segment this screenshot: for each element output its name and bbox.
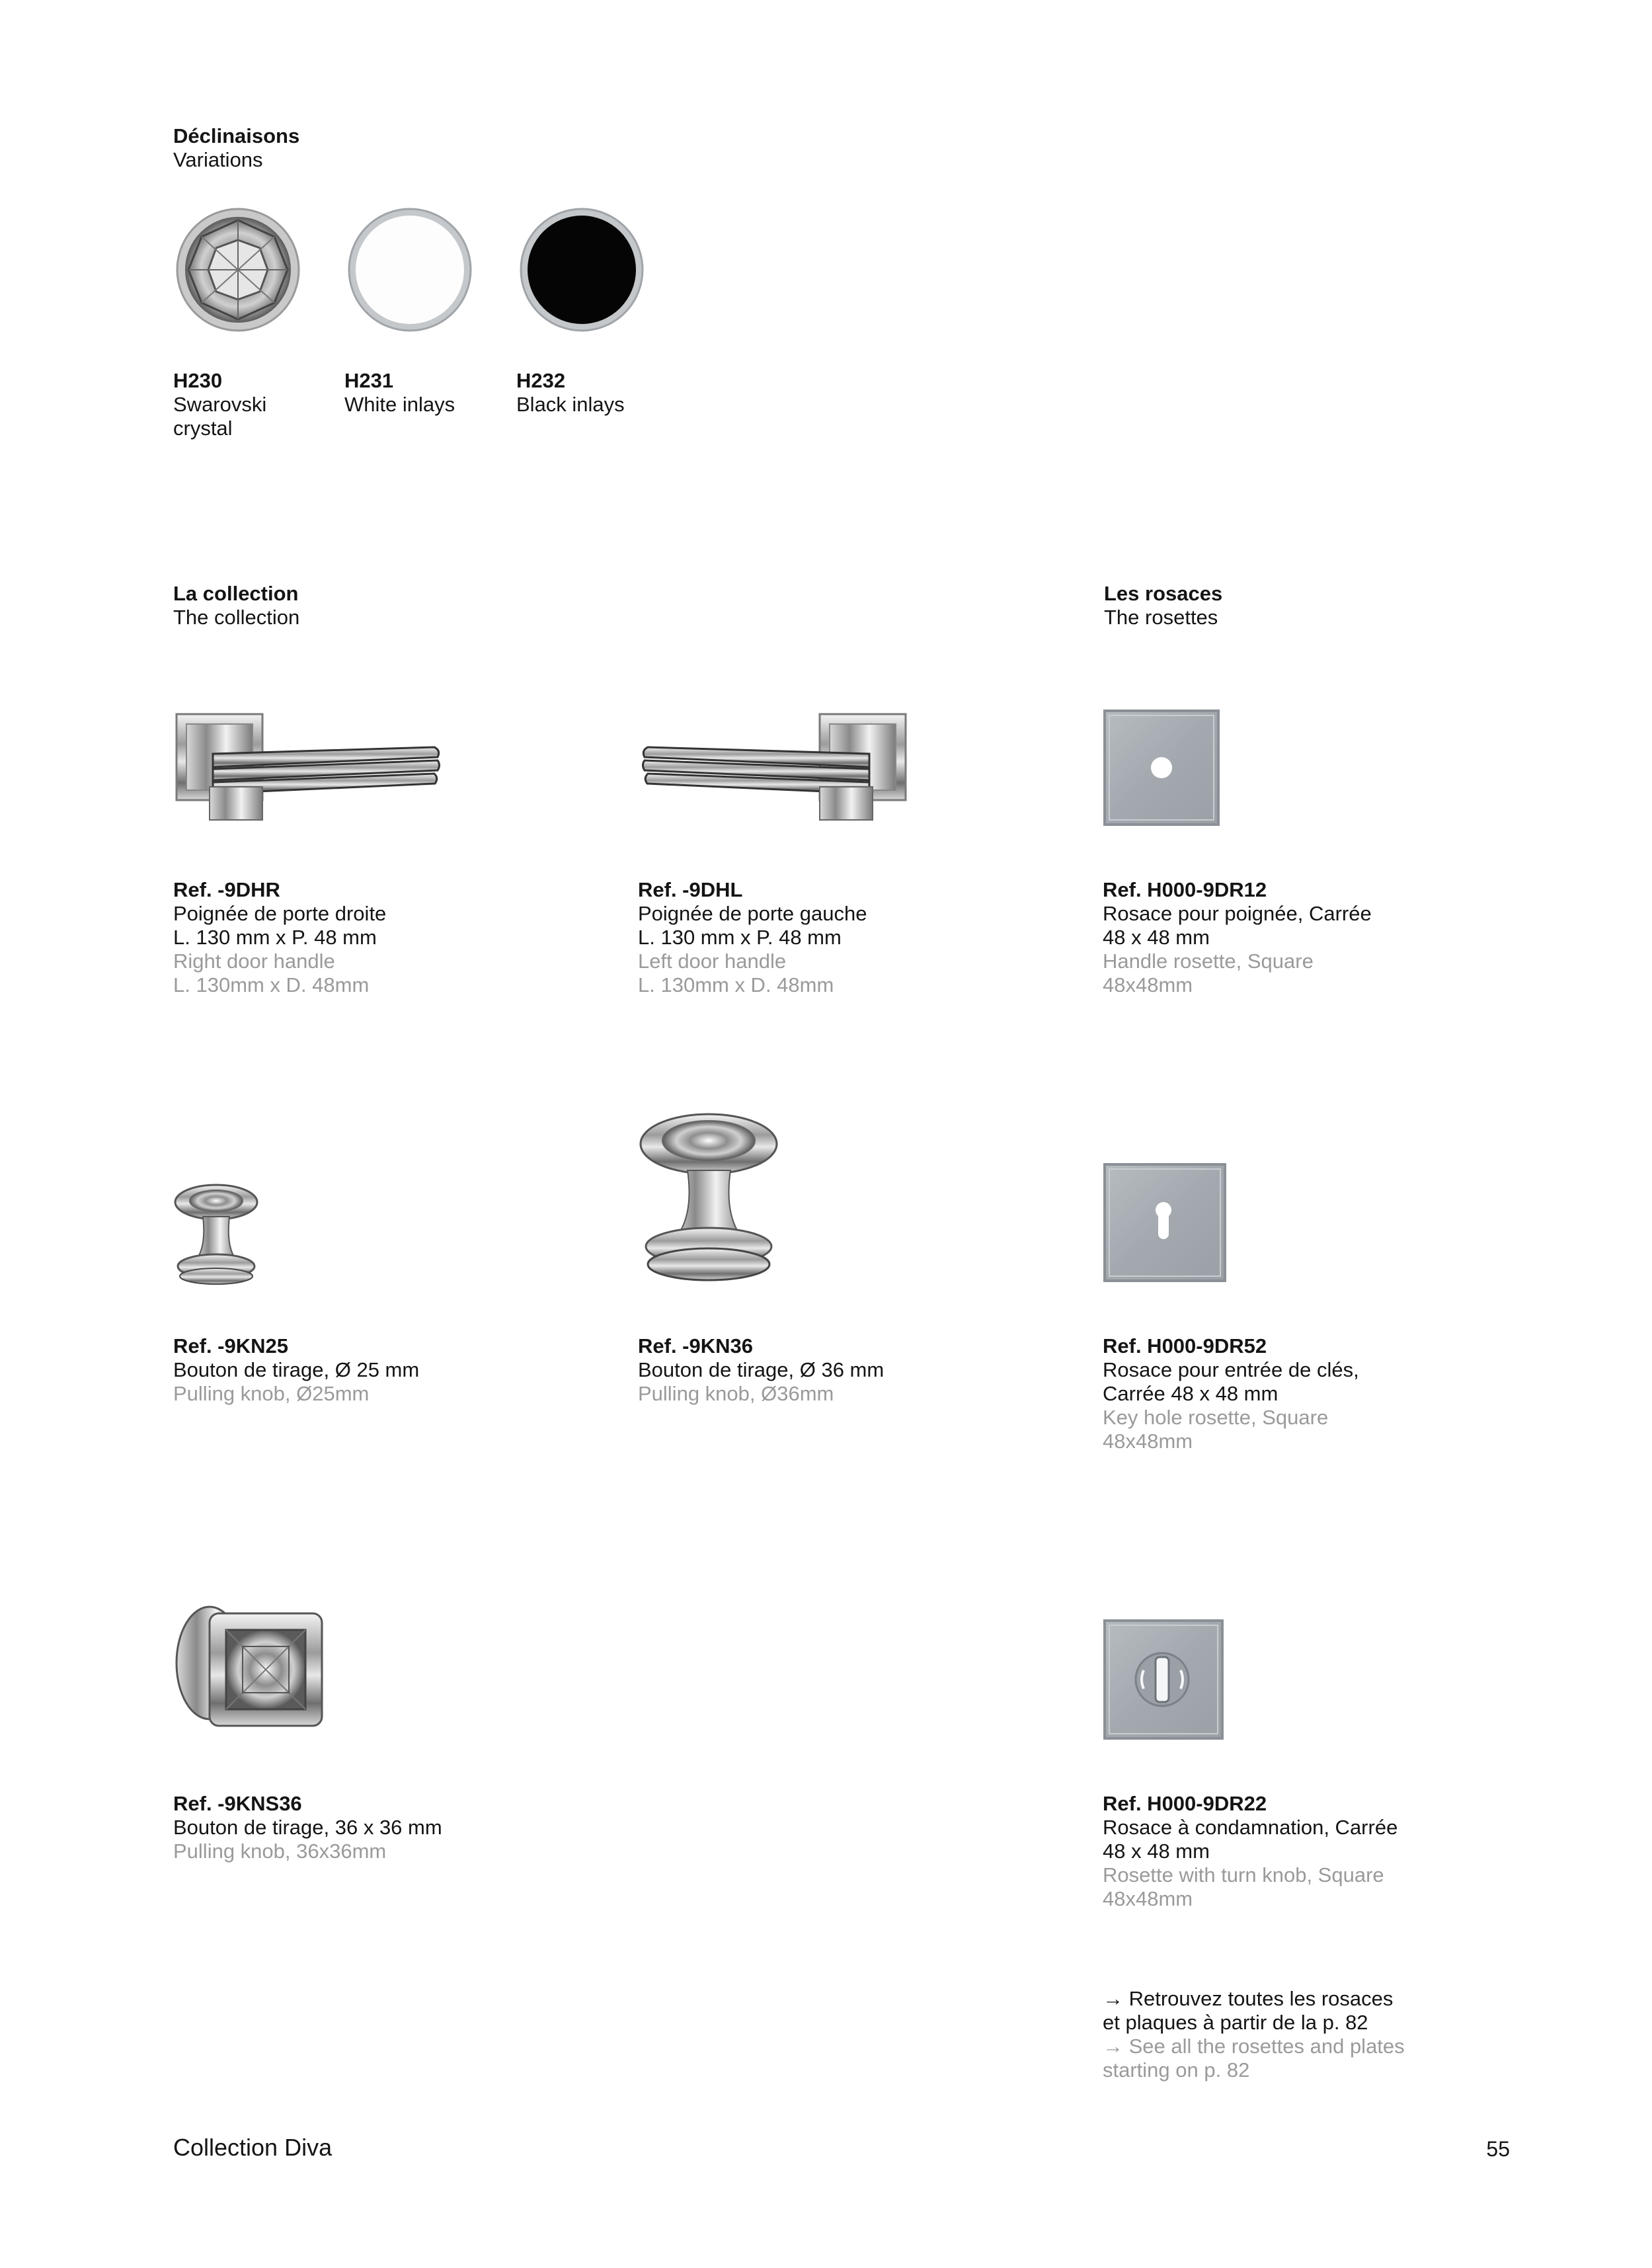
variation-code: H232 [516,369,566,392]
product-dim-fr: 48 x 48 mm [1103,1840,1210,1863]
footer-collection-name: Collection Diva [173,2134,333,2161]
collection-title-fr: La collection [173,582,299,605]
swatch-swarovski-crystal [175,207,301,333]
pulling-knob-25-image [173,1184,259,1286]
note-fr-line1: → Retrouvez toutes les rosaces [1103,1987,1394,2010]
variation-name: White inlays [344,393,455,416]
rosettes-reference-note [1103,1987,1526,2082]
product-9dhr [173,878,596,997]
product-desc-fr: Bouton de tirage, Ø 36 mm [638,1358,885,1381]
variation-h231 [344,369,503,417]
variation-name: Swarovski crystal [173,393,267,440]
product-desc-fr: Rosace à condamnation, Carrée [1103,1816,1398,1839]
product-dim-en: 48x48mm [1103,973,1193,996]
product-ref: Ref. H000-9DR52 [1103,1334,1267,1357]
key-hole-rosette-image [1103,1162,1227,1283]
product-dim-en: 48x48mm [1103,1887,1193,1910]
variation-code: H231 [344,369,394,392]
product-dim-en: 48x48mm [1103,1430,1193,1453]
product-dim-fr: 48 x 48 mm [1103,926,1210,949]
variations-title-fr: Déclinaisons [173,124,300,147]
product-dim-fr: L. 130 mm x P. 48 mm [638,926,842,949]
product-9kns36 [173,1792,596,1863]
product-desc-en: Pulling knob, Ø25mm [173,1382,370,1405]
product-desc-fr: Poignée de porte droite [173,902,387,925]
product-dim-fr: L. 130 mm x P. 48 mm [173,926,377,949]
product-desc-fr: Rosace pour poignée, Carrée [1103,902,1372,925]
rosettes-title-en: The rosettes [1104,606,1218,629]
product-ref: Ref. -9KNS36 [173,1792,302,1815]
product-ref: Ref. -9DHL [638,878,743,901]
product-desc-fr: Poignée de porte gauche [638,902,867,925]
swatch-black-inlays [519,207,645,333]
note-en-line1: → See all the rosettes and plates [1103,2035,1405,2058]
variation-name: Black inlays [516,393,625,416]
pulling-knob-36-image [638,1111,780,1286]
turn-knob-rosette-image [1103,1619,1224,1740]
product-9kn36 [638,1334,1061,1406]
product-desc-fr: Bouton de tirage, Ø 25 mm [173,1358,420,1381]
note-fr-line2: et plaques à partir de la p. 82 [1103,2011,1368,2034]
product-9kn25 [173,1334,596,1406]
variation-code: H230 [173,369,223,392]
product-dim-en: L. 130mm x D. 48mm [638,973,834,996]
product-ref: Ref. -9KN36 [638,1334,753,1357]
product-9dhl [638,878,1061,997]
handle-rosette-image [1103,709,1222,828]
product-desc-fr: Bouton de tirage, 36 x 36 mm [173,1816,442,1839]
product-dim-en: L. 130mm x D. 48mm [173,973,370,996]
swatch-white-inlays [347,207,473,333]
product-desc-en: Left door handle [638,950,787,973]
rosettes-title-fr: Les rosaces [1104,582,1223,605]
product-desc-en: Pulling knob, 36x36mm [173,1840,387,1863]
product-desc-en: Handle rosette, Square [1103,950,1314,973]
product-ref: Ref. -9KN25 [173,1334,288,1357]
product-dim-fr: Carrée 48 x 48 mm [1103,1382,1278,1405]
right-door-handle-image [173,711,444,830]
product-h000-9dr52 [1103,1334,1526,1453]
variation-h232 [516,369,675,417]
rosettes-heading [1104,582,1222,629]
collection-title-en: The collection [173,606,300,629]
note-en-line2: starting on p. 82 [1103,2058,1250,2082]
product-ref: Ref. H000-9DR12 [1103,878,1267,901]
variations-title-en: Variations [173,148,263,171]
product-desc-en: Rosette with turn knob, Square [1103,1863,1384,1886]
variations-heading [173,124,299,172]
product-ref: Ref. -9DHR [173,878,280,901]
left-door-handle-image [638,711,909,830]
square-pulling-knob-image [173,1603,325,1732]
product-desc-en: Key hole rosette, Square [1103,1406,1329,1429]
product-h000-9dr12 [1103,878,1526,997]
collection-heading [173,582,299,629]
product-desc-fr: Rosace pour entrée de clés, [1103,1358,1359,1381]
variation-h230 [173,369,319,440]
product-desc-en: Pulling knob, Ø36mm [638,1382,834,1405]
page-number: 55 [1486,2137,1510,2161]
product-desc-en: Right door handle [173,950,335,973]
product-ref: Ref. H000-9DR22 [1103,1792,1267,1815]
product-h000-9dr22 [1103,1792,1526,1911]
